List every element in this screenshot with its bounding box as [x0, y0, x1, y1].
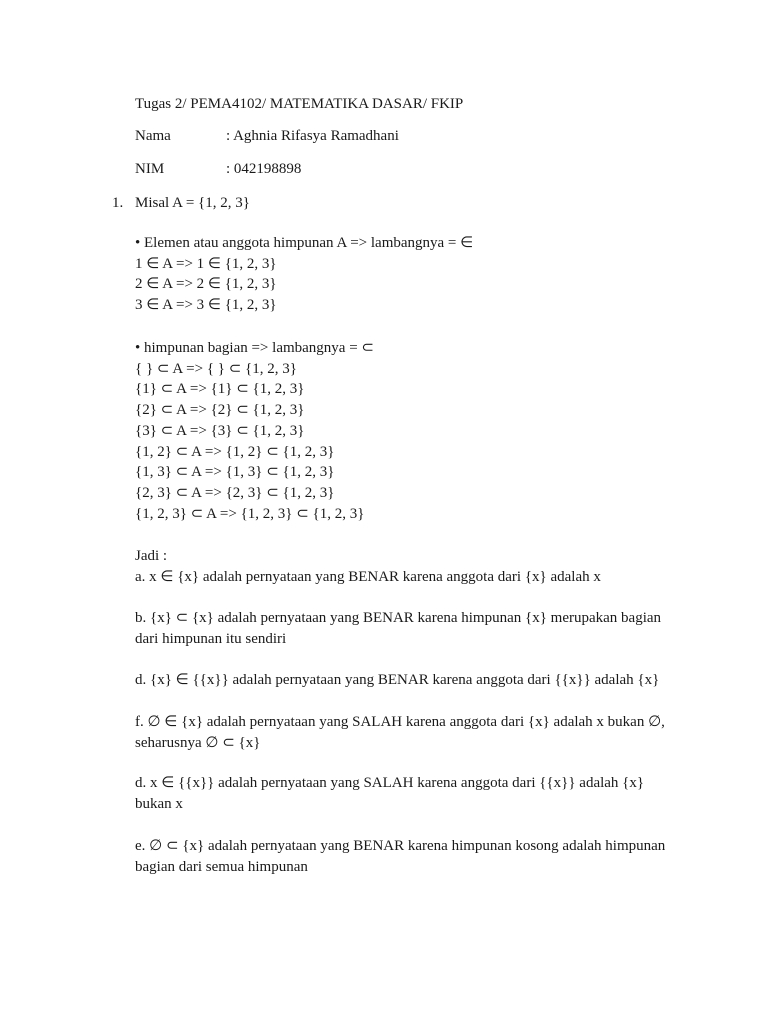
- conclusion-section: [135, 546, 601, 587]
- question-text: Misal A = {1, 2, 3}: [135, 195, 250, 211]
- subset-line: {1, 2} ⊂ A => {1, 2} ⊂ {1, 2, 3}: [135, 443, 335, 460]
- subset-line: { } ⊂ A => { } ⊂ {1, 2, 3}: [135, 360, 297, 377]
- statement-d-second: [135, 773, 644, 814]
- subset-line: {1} ⊂ A => {1} ⊂ {1, 2, 3}: [135, 381, 305, 398]
- subset-heading: • himpunan bagian => lambangnya = ⊂: [135, 340, 374, 356]
- statement-d2-line: bukan x: [135, 795, 183, 812]
- subset-line: {1, 2, 3} ⊂ A => {1, 2, 3} ⊂ {1, 2, 3}: [135, 505, 365, 522]
- statement-f-line: f. ∅ ∈ {x} adalah pernyataan yang SALAH karena anggota dari {x} adalah x bukan ∅,: [135, 714, 665, 730]
- statement-e-line: bagian dari semua himpunan: [135, 858, 308, 875]
- statement-f: [135, 712, 665, 753]
- subset-line: {2} ⊂ A => {2} ⊂ {1, 2, 3}: [135, 402, 305, 419]
- elemen-line: 1 ∈ A => 1 ∈ {1, 2, 3}: [135, 255, 277, 272]
- statement-d-line: d. {x} ∈ {{x}} adalah pernyataan yang BENAR karena anggota dari {{x}} adalah {x}: [135, 672, 660, 688]
- nama-label: Nama: [135, 128, 171, 144]
- statement-e-line: e. ∅ ⊂ {x} adalah pernyataan yang BENAR karena himpunan kosong adalah himpunan: [135, 838, 666, 854]
- subset-line: {3} ⊂ A => {3} ⊂ {1, 2, 3}: [135, 422, 305, 439]
- subset-section: [135, 338, 374, 524]
- elemen-line: 2 ∈ A => 2 ∈ {1, 2, 3}: [135, 276, 277, 293]
- elemen-line: 3 ∈ A => 3 ∈ {1, 2, 3}: [135, 297, 277, 314]
- statement-b-line: dari himpunan itu sendiri: [135, 630, 287, 647]
- statement-d-first: [135, 670, 659, 691]
- subset-line: {1, 3} ⊂ A => {1, 3} ⊂ {1, 2, 3}: [135, 464, 335, 481]
- nim-label: NIM: [135, 161, 165, 177]
- nama-value: : Aghnia Rifasya Ramadhani: [226, 128, 399, 144]
- statement-f-line: seharusnya ∅ ⊂ {x}: [135, 734, 261, 751]
- statement-a: a. x ∈ {x} adalah pernyataan yang BENAR karena anggota dari {x} adalah x: [135, 568, 601, 585]
- question-number: 1.: [112, 195, 124, 211]
- elemen-section: [135, 233, 473, 316]
- conclusion-heading: Jadi :: [135, 548, 168, 564]
- nim-value: : 042198898: [226, 161, 302, 177]
- document-title: Tugas 2/ PEMA4102/ MATEMATIKA DASAR/ FKIP: [135, 96, 464, 112]
- subset-line: {2, 3} ⊂ A => {2, 3} ⊂ {1, 2, 3}: [135, 484, 335, 501]
- statement-e: [135, 836, 665, 877]
- elemen-heading: • Elemen atau anggota himpunan A => lambangnya = ∈: [135, 235, 474, 251]
- statement-b-line: b. {x} ⊂ {x} adalah pernyataan yang BENAR karena himpunan {x} merupakan bagian: [135, 610, 662, 626]
- statement-b: [135, 608, 661, 649]
- statement-d2-line: d. x ∈ {{x}} adalah pernyataan yang SALAH karena anggota dari {{x}} adalah {x}: [135, 775, 645, 791]
